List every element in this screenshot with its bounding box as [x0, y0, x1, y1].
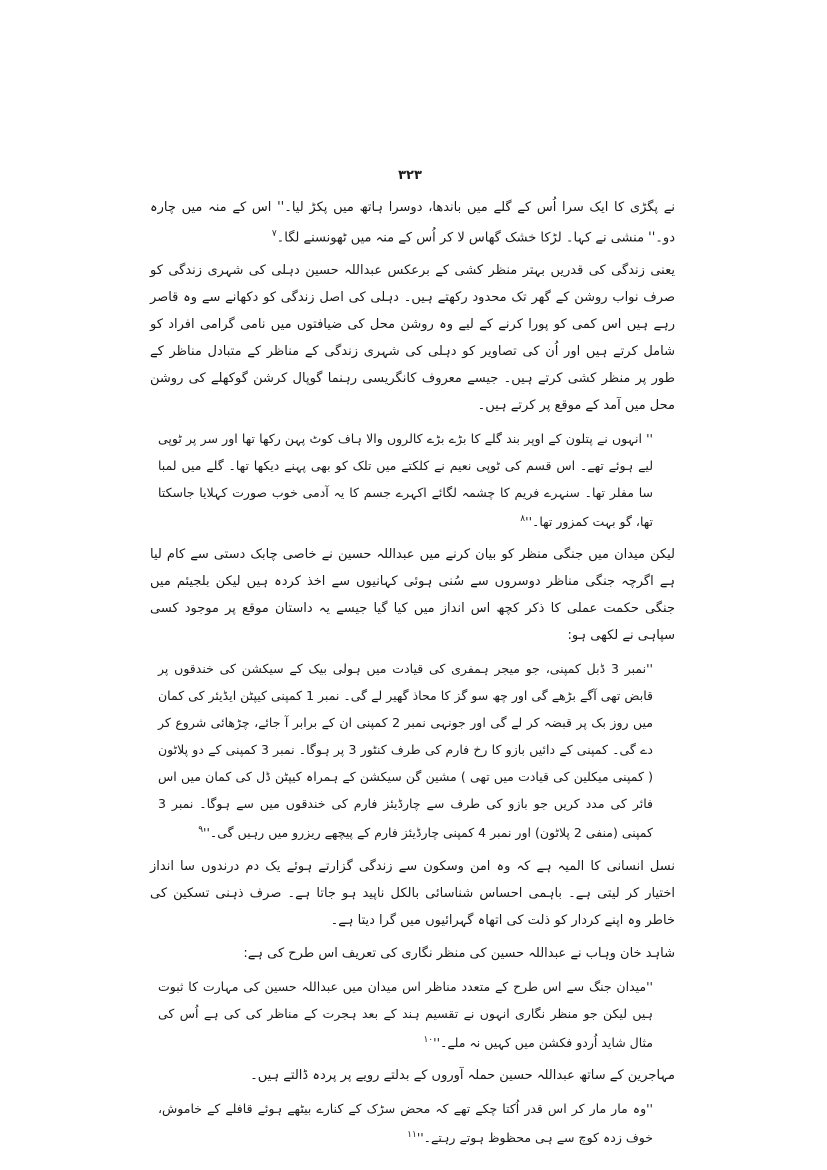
- footnote-marker: ۹: [198, 825, 204, 836]
- paragraph-text: مہاجرین کے ساتھ عبداللہ حسین حملہ آوروں کے بدلتے رویے پر پردہ ڈالتے ہیں۔: [250, 1067, 675, 1083]
- paragraph-text: ''وہ مار مار کر اس قدر اُکتا چکے تھے کہ محض سڑک کے کنارے بیٹھے ہوئے قافلے کے خاموش، خوف زدہ کوچ سے ہی محظوظ ہوتے رہتے۔'': [158, 1100, 653, 1145]
- footnote-marker: ۱۰: [423, 1034, 434, 1045]
- paragraph: [150, 194, 675, 251]
- block-quote: [150, 655, 675, 846]
- paragraph-text: نے پگڑی کا ایک سرا اُس کے گلے میں باندھا، دوسرا ہاتھ میں پکڑ لیا۔'' اس کے منہ میں چارہ دو۔'' منشی نے کہا۔ لڑکا خشک گھاس لا کر اُس کے منہ میں ٹھونسنے لگا۔: [150, 200, 675, 246]
- paragraph: [150, 541, 675, 649]
- paragraph: [150, 940, 675, 967]
- block-quote: [150, 973, 675, 1056]
- block-quote: [150, 425, 675, 535]
- paragraph-text: یعنی زندگی کی قدریں بہتر منظر کشی کے برعکس عبداللہ حسین دہلی کی شہری زندگی کو صرف نواب روشن کے گھر تک محدود رکھتے ہیں۔ دہلی کی اصل زندگی کو دکھانے سے وہ قاصر رہے ہیں اس کمی کو پورا کرنے کے لیے وہ روشن محل کی ضیافتوں میں نامی گرامی افراد کو شامل کرتے ہیں اور اُن کی تصاویر کو دہلی کی شہری زندگی کے مناظر کے متبادل مناظر کے طور پر منظر کشی کرتے ہیں۔ جیسے معروف کانگریسی رہنما گوپال کرشن گوکھلے کی روشن محل میں آمد کے موقع پر کرتے ہیں۔: [150, 263, 675, 414]
- paragraph-text: شاہد خان وہاب نے عبداللہ حسین کی منظر نگاری کی تعریف اس طرح کی ہے:: [243, 945, 675, 961]
- paragraph-text: لیکن میدان میں جنگی منظر کو بیان کرنے میں عبداللہ حسین نے خاصی چابک دستی سے کام لیا ہے اگرچہ جنگی مناظر دوسروں سے سُنی ہوئی کہانیوں سے اخذ کردہ ہیں لیکن بلجیئم میں جنگی حکمت عملی کا ذکر کچھ اس انداز میں کیا گیا جیسے یہ داستان موقع پر موجود کسی سپاہی نے لکھی ہو:: [150, 547, 675, 644]
- footnote-marker: ۷: [271, 229, 277, 239]
- footnote-marker: ۱۱: [407, 1129, 417, 1140]
- page-number: ۳۲۳: [398, 168, 422, 183]
- block-quote: [150, 1095, 675, 1151]
- paragraph-text: ''میدان جنگ سے اس طرح کے متعدد مناظر اس میدان میں عبداللہ حسین کی مہارت کا ثبوت ہیں لیکن جو منظر نگاری انہوں نے تقسیم ہند کے بعد ہجرت کے مناظر کی کی ہے اُس کی مثال شاید اُردو فکشن میں کہیں نہ ملے۔'': [158, 978, 653, 1050]
- paragraph: [150, 257, 675, 419]
- paragraph-text: نسل انسانی کا المیہ ہے کہ وہ امن وسکون سے زندگی گزارتے ہوئے یک دم درندوں سا انداز اختیار کر لیتی ہے۔ باہمی احساس شناسائی بالکل ناپید ہو جاتا ہے۔ صرف ذہنی تسکین کی خاطر وہ اپنے کردار کو ذلت کی اتھاہ گہرائیوں میں گرا دیتا ہے۔: [150, 858, 675, 928]
- paragraph-text: '' انہوں نے پتلون کے اوپر بند گلے کا بڑے بڑے کالروں والا ہاف کوٹ پہن رکھا تھا اور سر پر ٹوپی لیے ہوئے تھے۔ اس قسم کی ٹوپی نعیم نے کلکتے میں تلک کو بھی پہنے دیکھا تھا۔ گلے میں لمبا سا مفلر تھا۔ سنہرے فریم کا چشمہ لگائے اکہرے جسم کا یہ آدمی خوب صورت کہلایا جاسکتا تھا، گو بہت کمزور تھا۔'': [158, 431, 653, 530]
- body-text: [150, 194, 675, 1157]
- paragraph-text: ''نمبر 3 ڈبل کمپنی، جو میجر ہمفری کی قیادت میں ہولی بیک کے سیکشن کی خندقوں پر قابض تھی آگے بڑھے گی اور چھ سو گز کا محاذ گھیر لے گی۔ نمبر 1 کمپنی کیپٹن ایڈیئر کی کمان میں روز بک پر قبضہ کر لے گی اور جونہی نمبر 2 کمپنی ان کے برابر آ جائے، چڑھائی شروع کر دے گی۔ کمپنی کے دائیں بازو کا رخ فارم کی طرف کنٹور 3 پر ہوگا۔ نمبر 3 کمپنی کے دو پلاٹون ( کمپنی میکلین کی قیادت میں تھی ) مشین گن سیکشن کے ہمراہ کیپٹن ڈل کی کمان میں اس فائر کی مدد کریں جو بازو کی طرف سے چارڈیئز فارم کی خندقوں میں سے ہوگا۔ نمبر 3 کمپنی (منفی 2 پلاٹون) اور نمبر 4 کمپنی چارڈیئز فارم کے پیچھے ریزرو میں رہیں گی۔'': [158, 661, 653, 841]
- footnote-marker: ۸: [520, 514, 526, 525]
- paragraph: [150, 853, 675, 934]
- paragraph: [150, 1062, 675, 1089]
